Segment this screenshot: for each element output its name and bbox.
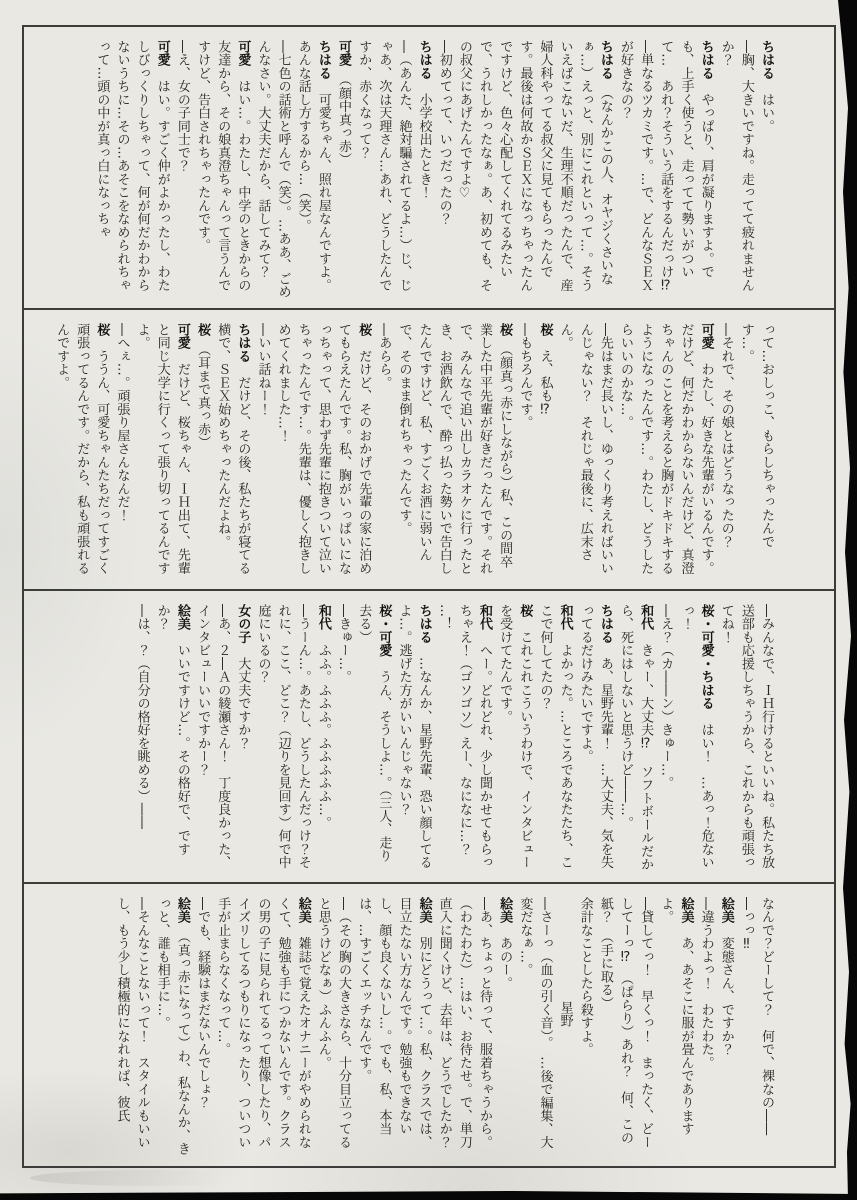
dialogue-line: ―いい話ねー！	[255, 323, 271, 416]
dialogue-line: 絵美 あ、あそこに服が畳んでありますよ。	[658, 897, 694, 1136]
dialogue-line: 絵美 あのー。	[497, 897, 513, 990]
dialogue-line: 和代 きゃー、大丈夫⁉ ソフトボールだから、死にはしないと思うけど――…。	[618, 604, 654, 871]
speaker-name: ちはる	[416, 40, 432, 80]
dialogue-line: ―先はまだ長いし、ゆっくり考えればいいんじゃない？ それじゃ最後に、広末さん。	[557, 323, 613, 575]
speaker-name: 桜	[537, 323, 553, 337]
speaker-name: 絵美	[174, 897, 190, 924]
speaker-name: 和代	[638, 604, 654, 631]
dialogue-line: ―初めてって、いつだったの？	[436, 40, 452, 226]
dialogue-line: ―きゅー…。	[336, 604, 352, 684]
interview-band-1	[24, 27, 834, 308]
dialogue-line: ―貸してっ！ 早くっ！ まったく、どーしてーっ⁉ （ぱらり）あれ？ 何、この紙？ （手に取る）	[597, 897, 654, 1149]
dialogue-line: 桜 ううん、可愛ちゃんたちだってすごく頑張ってるんです。だから、私も頑張れるんですよ。	[54, 323, 110, 575]
dialogue-line: ―え？（カ――ン）きゅー…。	[658, 604, 674, 790]
speaker-name: ちはる	[759, 40, 774, 80]
vertical-text-block	[40, 604, 776, 873]
speaker-name: 桜	[356, 323, 372, 337]
vertical-text-block	[40, 40, 776, 299]
speaker-name: 桜	[497, 323, 513, 337]
speaker-name: 可愛	[174, 323, 190, 350]
dialogue-line: ―っっ‼	[738, 897, 754, 952]
speaker-name: 和代	[315, 604, 331, 631]
dialogue-line: 女の子 大丈夫ですか？	[235, 604, 251, 750]
speaker-name: 女の子	[235, 604, 251, 644]
dialogue-line: ―（その胸の大きさなら、十分目立ってると思うけどなぁ）ふんふん。	[315, 897, 352, 1149]
speaker-name: 桜	[517, 604, 533, 618]
interview-band-4	[24, 882, 834, 1166]
speaker-name: 可愛	[698, 323, 714, 350]
dialogue-line: 絵美 別にどうって…。私、クラスでは、目立たない方なんです。勉強もできないし、顔も良くないし…。でも、私、本当は、…すごくエッチなんです。	[356, 897, 432, 1149]
speaker-name: 桜・可愛・ちはる	[698, 604, 714, 710]
scan-edge-right	[837, 0, 857, 1200]
dialogue-line: 絵美 いいですけど…。その格好で、ですか？	[154, 604, 190, 856]
dialogue-line: ―でも、経験はまだないんでしょ？	[195, 897, 211, 1109]
dialogue-line: なんで？どーして？ 何で、裸なの――	[759, 897, 774, 1136]
dialogue-line: 桜 （顔真っ赤にしながら）私、この間卒業した中平先輩が好きだったんです。それで、みんなで追い出しカラオケに行ったとき、お酒飲んで、酔っ払った勢いで告白したんですけど、私、すごくお酒に弱いんで、そのまま倒れちゃったんです。	[396, 323, 513, 575]
dialogue-line: って…おしっこ、もらしちゃったんです…。	[738, 323, 774, 549]
dialogue-line: 可愛 だけど、桜ちゃん、ＩＨ出て、先輩と同じ大学に行くって張り切ってるんですよ。	[134, 323, 190, 575]
speaker-name: ちはる	[416, 604, 432, 644]
dialogue-line: ちはる 小学校出たとき！	[416, 40, 432, 199]
dialogue-line: ―え、女の子同士で？	[174, 40, 190, 173]
interview-band-3	[24, 589, 834, 882]
vertical-text-block	[40, 323, 776, 580]
speaker-name: 桜	[195, 323, 211, 337]
dialogue-line: ちはる 可愛ちゃん、照れ屋なんですよ。あんな話し方するから…（笑）。	[295, 40, 331, 292]
dialogue-line: ―単なるツカミです。…で、どんなＳＥＸが好きなの？	[618, 40, 654, 292]
speaker-name: ちはる	[698, 40, 714, 80]
speaker-name: 可愛	[336, 40, 352, 67]
dialogue-line: 和代 よかった。…ところであなたたち、ここで何してたの？	[537, 604, 573, 869]
dialogue-line: 可愛 はい…。わたし、中学のときからの友達から、その娘真澄ちゃんって言うんですけど、告白されちゃったんです。	[195, 40, 251, 292]
dialogue-line: 可愛 わたし、好きな先輩がいるんです。だけど、何だかわからないんだけど、真澄ちゃんのことを考えると胸がドキドキするようになったんです…。わたし、どうしたらいいのかな…。	[618, 323, 714, 575]
dialogue-line: ―あ、ちょっと待って、服着ちゃうから。（わたわた）…はい、お待たせ。で、単刀直入に聞くけど、去年は、どうでしたか？	[436, 897, 493, 1149]
dialogue-line: ―さーっ（血の引く音）。 …後で編集、大変だなぁ…。	[517, 897, 553, 1149]
dialogue-line: ―もちろんです。	[517, 323, 533, 429]
dialogue-line: ちはる やっぱり、肩が凝りますよ。でも、上手く使うと、走ってて勢いがついて… あれ？そういう話をするんだっけ⁉	[658, 40, 714, 294]
dialogue-line: ちはる （なんかこの人、オヤジくさいなぁ…）えっと、別にこれといって…。そういえばこないだ、生理不順だったんで、産婦人科やってる叔父に見てもらったんです。最後は何故かＳＥＸになっちゃったんですけど、色々心配してくれてるみたいで、うれしかったなぁ。あ、初めても、その叔父にあげたんですよ♡	[456, 40, 613, 292]
dialogue-line: ―七色の話術と呼んで（笑）。…ああ、ごめんなさい。大丈夫だから、話してみて？	[255, 40, 291, 299]
speaker-name: 絵美	[678, 897, 694, 924]
dialogue-line: ―（あんた、絶対騙されてるよ…）じ、じゃあ、次は天理さん…あれ、どうしたんですか、赤くなって？	[356, 40, 412, 292]
dialogue-line: ―へぇ…。頑張り屋さんなんだ！	[114, 323, 130, 522]
speaker-name: 絵美	[416, 897, 432, 924]
dialogue-line: 桜 （耳まで真っ赤）	[195, 323, 211, 449]
dialogue-line: ―違うわよっ！ わたわた。	[698, 897, 714, 1070]
dialogue-line: 和代 へー。どれどれ、少し聞かせてもらっちゃえ！（ゴソゴソ）えー、なになに…？	[456, 604, 493, 869]
dialogue-line: ―それで、その娘とはどうなったの？	[718, 323, 734, 549]
speaker-name: 絵美	[174, 604, 190, 631]
dialogue-line: 絵美 変態さん、ですか？	[718, 897, 734, 1056]
dialogue-line: 和代 ふふ。ふふふ。ふふふふふ…。	[315, 604, 331, 830]
dialogue-line: ―うーん…。あたし、どうしたんだっけ？それに、ここ、どこ？（辺りを見回す）何で中庭にいるの？	[255, 604, 311, 869]
dialogue-line: 桜・可愛・ちはる はい！ …あっ！危ないっ！	[678, 604, 714, 869]
dialogue-line: ―は、？（自分の格好を眺める）――	[134, 604, 150, 830]
scan-smudge	[30, 1170, 270, 1186]
interview-band-2	[24, 308, 834, 589]
dialogue-line: 可愛 （顔中真っ赤）	[336, 40, 352, 166]
speaker-name: ちはる	[597, 40, 613, 80]
dialogue-line: 桜 これこれこういうわけで、インタビューを受けてたんです。	[497, 604, 533, 869]
speaker-name: 桜	[94, 323, 110, 337]
speaker-name: 可愛	[154, 40, 170, 67]
dialogue-line: 星野	[557, 1001, 573, 1028]
dialogue-line: 絵美 （真っ赤になって）わ、私なんか、きっと、誰も相手に…。	[154, 897, 190, 1156]
speaker-name: 絵美	[497, 897, 513, 924]
dialogue-line: 桜 え、私も⁉	[537, 323, 553, 418]
dialogue-line: 桜 だけど、そのおかげで先輩の家に泊めてもらえたんです。私、胸がいっぱいになっちゃって、思わず先輩に抱きついて泣いちゃったんです…。先輩は、優しく抱きしめてくれました…！	[275, 323, 372, 575]
dialogue-line: ―あらら。	[376, 323, 392, 390]
dialogue-line: ちはる …なんか、星野先輩、恐い顔してるよ…。逃げた方がいいんじゃない？	[396, 604, 432, 869]
dialogue-line: ちはる はい。	[759, 40, 774, 133]
scan-edge-bottom	[0, 1188, 857, 1200]
speaker-name: ちはる	[315, 40, 331, 80]
speaker-name: ちはる	[235, 323, 251, 363]
dialogue-line: …！	[436, 604, 452, 631]
vertical-text-block	[40, 897, 776, 1157]
dialogue-line: ―あ、２―Ａの綾瀬さん！ 丁度良かった、インタビューいいですかー？	[195, 604, 231, 869]
dialogue-line: 絵美 雑誌で覚えたオナニーがやめられなくて、勉強も手につかないんです。クラスの男の子に見られてるって想像したり、パイズリしてるつもりになったり、ついつい手が止まらなくなって…。	[215, 897, 311, 1149]
text-frame	[22, 25, 836, 1168]
dialogue-line: ちはる だけど、その後、私たちが寝てる横で、ＳＥＸ始めちゃったんだよね。	[215, 323, 251, 575]
dialogue-line: ―みんなで、ＩＨ行けるといいね。私たち放送部も応援しちゃうから、これからも頑張ってね！	[718, 604, 774, 869]
dialogue-line: 余計なことしたら殺すよ。	[577, 897, 593, 1056]
speaker-name: 絵美	[718, 897, 734, 924]
dialogue-line: 可愛 はい。すごく仲がよかったし、わたしびっくりしちゃって、何が何だかわからないうちに…その…あそこをなめられちゃって…頭の中が真っ白になっちゃ	[94, 40, 170, 292]
dialogue-line: ―胸、大きいですね。走ってて疲れませんか？	[718, 40, 754, 292]
speaker-name: 絵美	[295, 897, 311, 924]
dialogue-line: ちはる あ、星野先輩！ …大丈夫、気を失ってるだけみたいですよ。	[577, 604, 613, 869]
dialogue-line: 桜・可愛 うん、そうしよ…。（三人、走り去る）	[356, 604, 392, 863]
speaker-name: 桜・可愛	[376, 604, 392, 657]
dialogue-line: ―そんなことないって！ スタイルもいいし、もう少し積極的になれれば、彼氏	[114, 897, 150, 1149]
speaker-name: 和代	[477, 604, 493, 631]
speaker-name: ちはる	[597, 604, 613, 644]
speaker-name: 和代	[557, 604, 573, 631]
speaker-name: 可愛	[235, 40, 251, 67]
